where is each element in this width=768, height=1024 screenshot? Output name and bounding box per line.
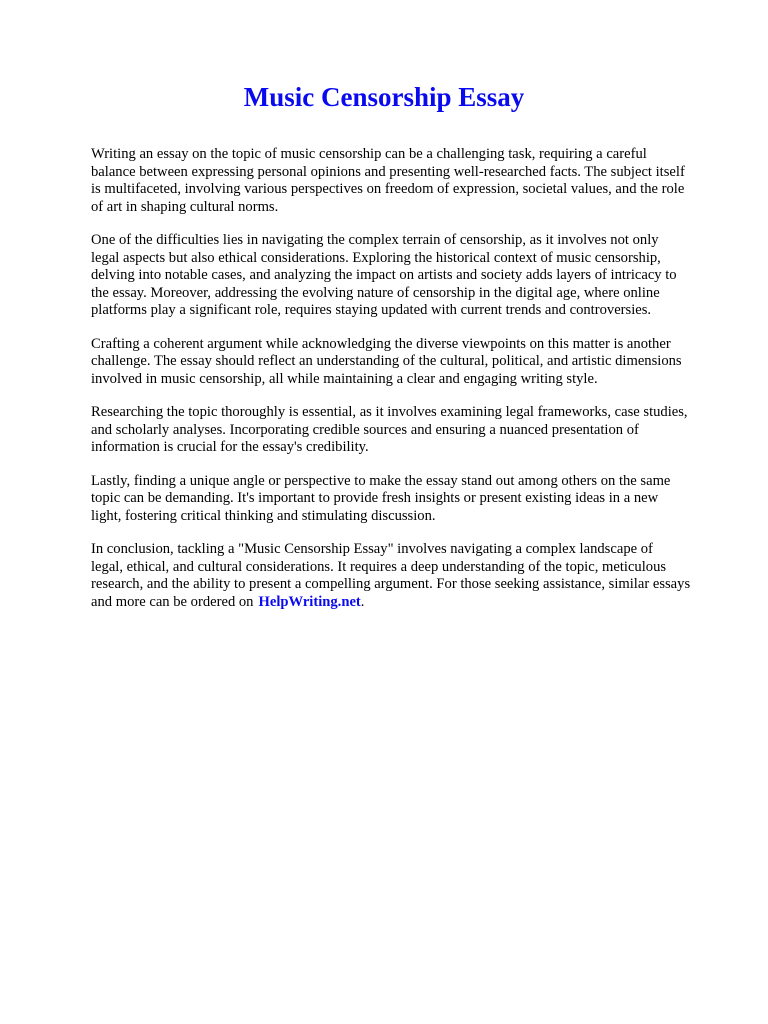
paragraph-difficulties: One of the difficulties lies in navigating the complex terrain of censorship, as it involves not only legal aspects but also ethical considerations. Exploring the historical context of music censorship, delving into notable cases, and analyzing the impact on artists and society adds layers of intricacy to the essay. Moreover, addressing the evolving nature of censorship in the digital age, where online platforms play a significant role, requires staying updated with current trends and controversies. xyxy=(91,232,677,318)
conclusion-text: In conclusion, tackling a "Music Censorship Essay" involves navigating a complex landscape of legal, ethical, and cultural considerations. It requires a deep understanding of the topic, meticulous research, and the ability to present a compelling argument. For those seeking assistance, similar essays and more can be ordered on xyxy=(91,541,691,610)
paragraph-intro: Writing an essay on the topic of music censorship can be a challenging task, requiring a careful balance between expressing personal opinions and presenting well-researched facts. The subject itself is multifaceted, involving various perspectives on freedom of expression, societal values, and the role of art in shaping cultural norms. xyxy=(91,146,685,215)
helpwriting-link[interactable]: HelpWriting.net xyxy=(258,593,361,610)
paragraph-research: Researching the topic thoroughly is essential, as it involves examining legal frameworks, case studies, and scholarly analyses. Incorporating credible sources and ensuring a nuanced presentation of information is crucial for the essay's credibility. xyxy=(91,404,688,455)
paragraph-angle: Lastly, finding a unique angle or perspective to make the essay stand out among others on the same topic can be demanding. It's important to provide fresh insights or present existing ideas in a new light, fostering critical thinking and stimulating discussion. xyxy=(91,472,671,524)
document-title: Music Censorship Essay xyxy=(243,82,525,112)
paragraph-conclusion xyxy=(91,541,741,611)
conclusion-period: . xyxy=(360,593,365,610)
document-body xyxy=(91,146,741,627)
paragraph-argument: Crafting a coherent argument while acknowledging the diverse viewpoints on this matter is another challenge. The essay should reflect an understanding of the cultural, political, and artistic dimensions involved in music censorship, all while maintaining a clear and engaging writing style. xyxy=(91,335,682,387)
